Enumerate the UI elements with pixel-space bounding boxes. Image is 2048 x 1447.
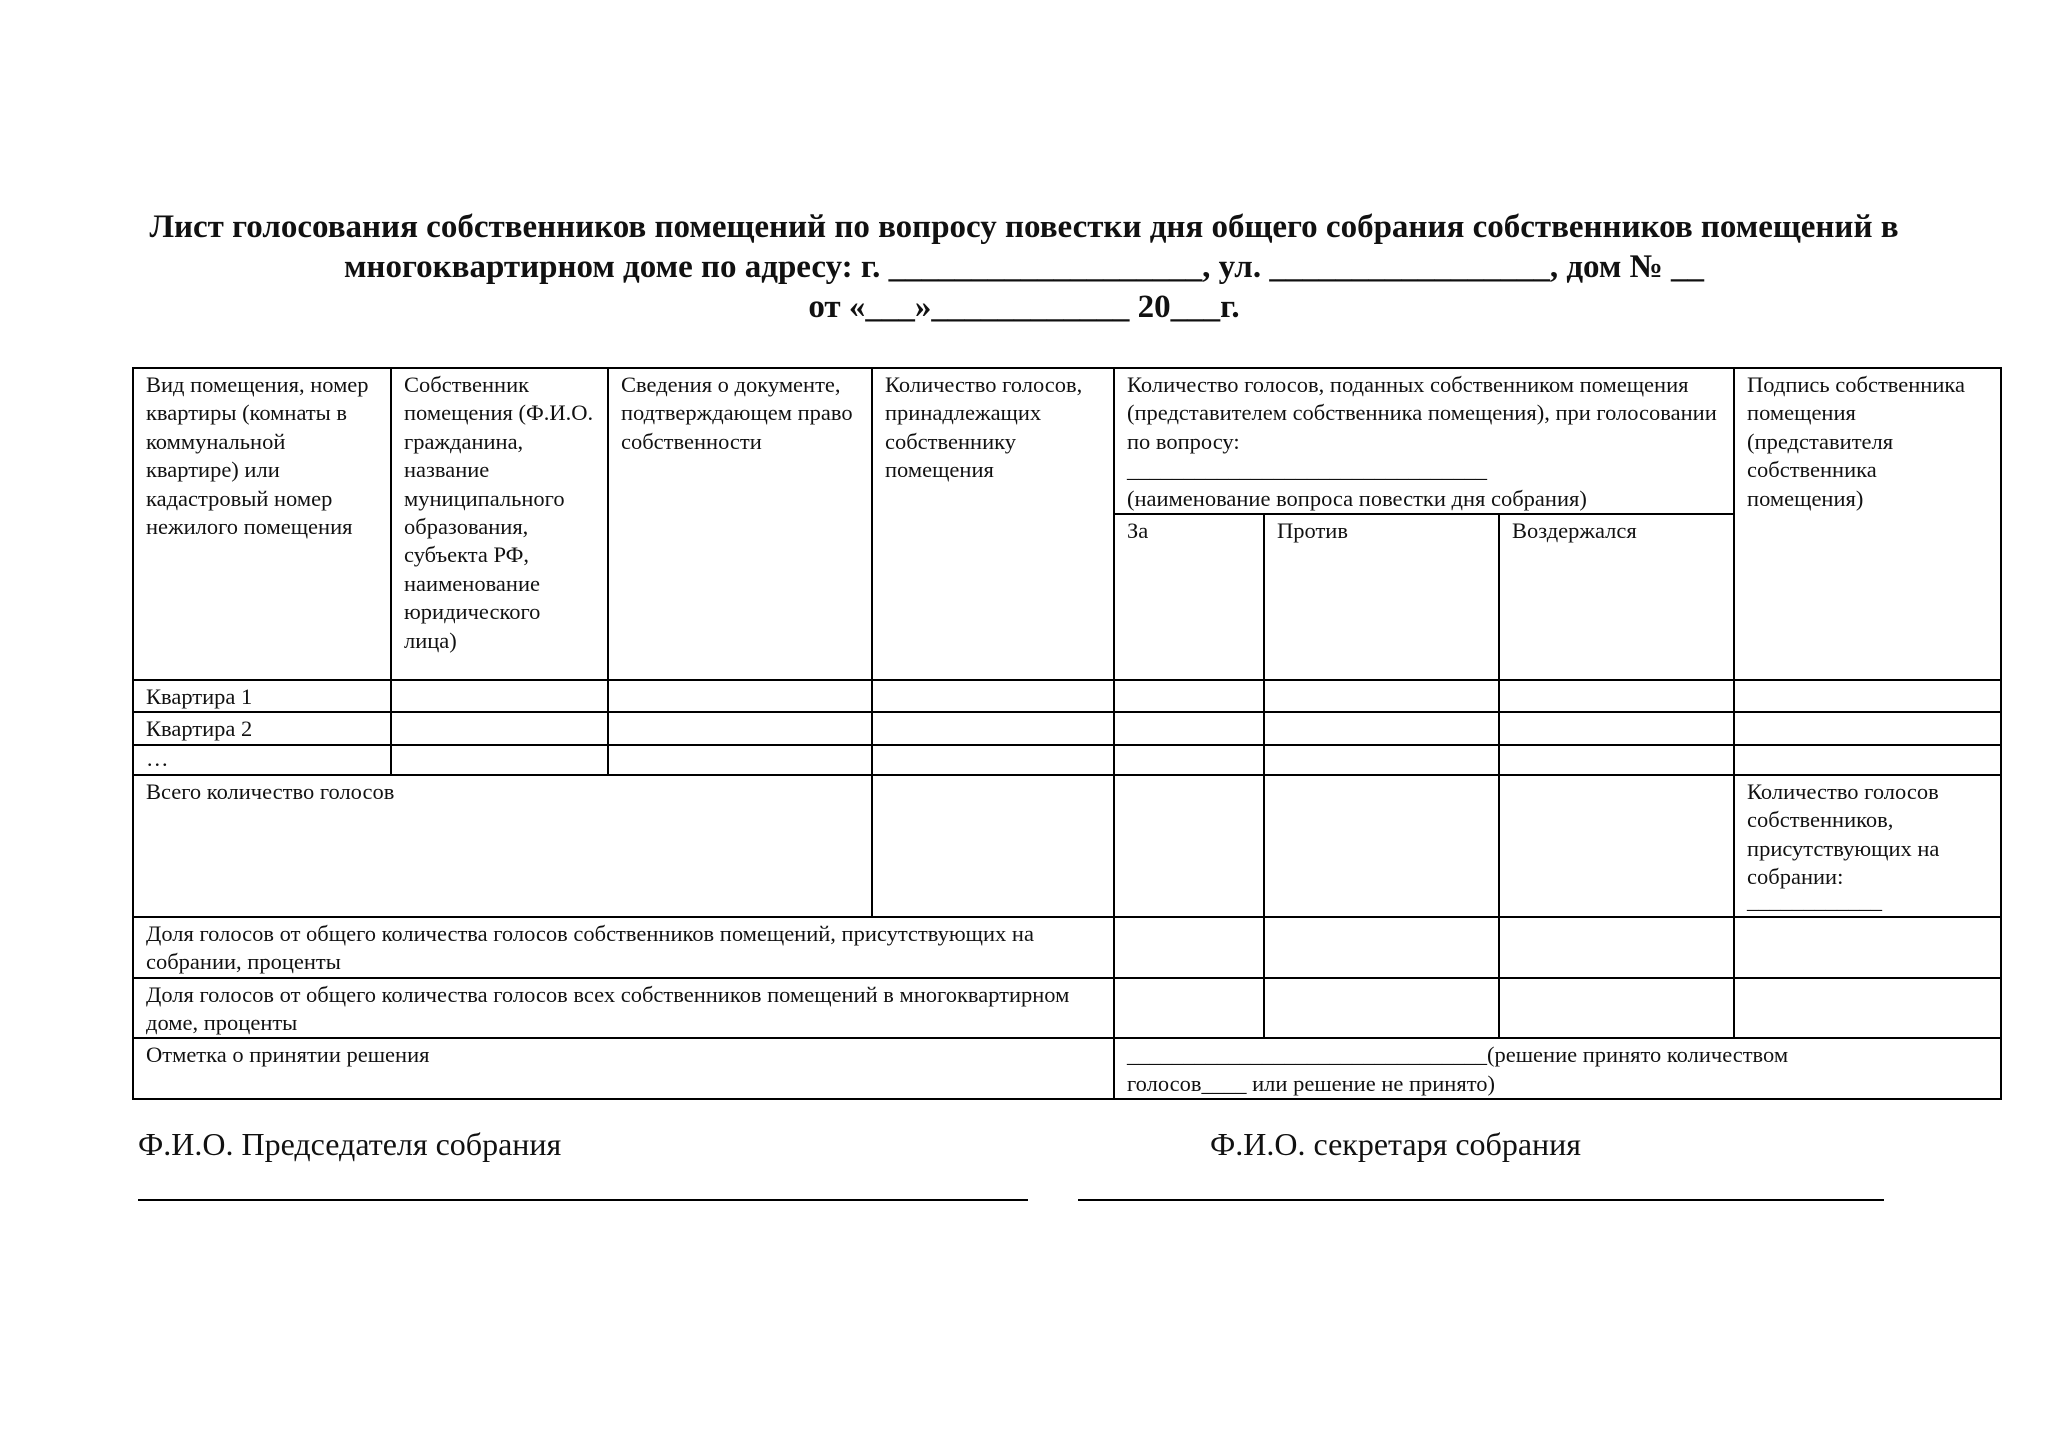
present-votes-cell xyxy=(1734,775,2001,917)
table-cell xyxy=(1499,680,1734,712)
table-cell xyxy=(1499,712,1734,744)
title-line-2: многоквартирном доме по адресу: г. ___________________, ул. _________________, дом № __ xyxy=(343,249,1705,285)
table-cell xyxy=(1264,978,1499,1039)
row-label: Квартира 1 xyxy=(133,680,391,712)
decision-label: Отметка о принятии решения xyxy=(133,1038,1114,1099)
table-cell xyxy=(872,680,1114,712)
table-cell xyxy=(1114,775,1264,917)
chairman-label: Ф.И.О. Председателя собрания xyxy=(138,1126,562,1162)
table-row xyxy=(133,712,2001,744)
share-present-label: Доля голосов от общего количества голосов собственников помещений, присутствующих на собрании, проценты xyxy=(133,917,1114,978)
table-cell xyxy=(1264,680,1499,712)
votes-group-intro: Количество голосов, поданных собственником помещения (представителем собственника помещения), при голосовании по вопросу: xyxy=(1127,372,1717,454)
header-votes-group xyxy=(1114,368,1734,514)
share-all-label: Доля голосов от общего количества голосов всех собственников помещений в многоквартирном доме, проценты xyxy=(133,978,1114,1039)
title-line-3: от «___»____________ 20___г. xyxy=(808,289,1240,325)
header-ownership-document: Сведения о документе, подтверждающем право собственности xyxy=(608,368,872,680)
row-label: … xyxy=(133,745,391,775)
table-cell xyxy=(872,712,1114,744)
share-all-row xyxy=(133,978,2001,1039)
table-cell xyxy=(1499,775,1734,917)
total-votes-row xyxy=(133,775,2001,917)
present-votes-label: Количество голосов собственников, присутствующих на собрании: xyxy=(1747,778,1940,890)
decision-cell xyxy=(1114,1038,2001,1099)
table-cell xyxy=(1114,978,1264,1039)
header-owner: Собственник помещения (Ф.И.О. гражданина, название муниципального образования, субъекта РФ, наименование юридического лица) xyxy=(391,368,608,680)
header-row xyxy=(133,368,2001,514)
table-cell xyxy=(1499,917,1734,978)
votes-group-caption: (наименование вопроса повестки дня собрания) xyxy=(1127,485,1587,511)
table-cell xyxy=(1264,712,1499,744)
secretary-label: Ф.И.О. секретаря собрания xyxy=(1210,1126,1581,1162)
table-row xyxy=(133,680,2001,712)
header-vote-against: Против xyxy=(1264,514,1499,680)
share-present-row xyxy=(133,917,2001,978)
table-cell xyxy=(1264,745,1499,775)
title-line-1: Лист голосования собственников помещений по вопросу повестки дня общего собрания собственников помещений в xyxy=(149,209,1899,245)
table-cell xyxy=(1264,917,1499,978)
table-cell xyxy=(608,712,872,744)
table-cell xyxy=(1499,745,1734,775)
row-label: Квартира 2 xyxy=(133,712,391,744)
table-cell xyxy=(1114,745,1264,775)
header-signature: Подпись собственника помещения (представителя собственника помещения) xyxy=(1734,368,2001,680)
decision-blank: ________________________________ xyxy=(1127,1042,1487,1068)
table-cell xyxy=(608,745,872,775)
table-cell xyxy=(1734,712,2001,744)
header-vote-abstain: Воздержался xyxy=(1499,514,1734,680)
table-cell xyxy=(872,775,1114,917)
table-cell xyxy=(1114,680,1264,712)
table-cell xyxy=(1499,978,1734,1039)
document-title xyxy=(0,207,2048,327)
table-cell xyxy=(1734,680,2001,712)
table-cell xyxy=(1114,917,1264,978)
decision-row xyxy=(133,1038,2001,1099)
voting-table xyxy=(132,367,2002,1100)
table-cell xyxy=(608,680,872,712)
decision-text-b: голосов____ или решение не принято) xyxy=(1127,1070,1495,1096)
table-cell xyxy=(391,680,608,712)
present-votes-blank: ____________ xyxy=(1747,888,1883,914)
table-cell xyxy=(1264,775,1499,917)
header-premises-type: Вид помещения, номер квартиры (комнаты в коммунальной квартире) или кадастровый номер нежилого помещения xyxy=(133,368,391,680)
table-cell xyxy=(1114,712,1264,744)
table-cell xyxy=(1734,978,2001,1039)
table-cell xyxy=(391,745,608,775)
secretary-signature-line xyxy=(1078,1199,1884,1201)
header-vote-for: За xyxy=(1114,514,1264,680)
table-cell xyxy=(391,712,608,744)
chairman-signature-line xyxy=(138,1199,1028,1201)
header-owner-votes: Количество голосов, принадлежащих собственнику помещения xyxy=(872,368,1114,680)
table-row xyxy=(133,745,2001,775)
total-votes-label: Всего количество голосов xyxy=(133,775,872,917)
votes-group-blank: ________________________________ xyxy=(1127,457,1487,483)
table-cell xyxy=(1734,745,2001,775)
decision-text-a: (решение принято количеством xyxy=(1487,1042,1789,1068)
table-cell xyxy=(1734,917,2001,978)
table-cell xyxy=(872,745,1114,775)
